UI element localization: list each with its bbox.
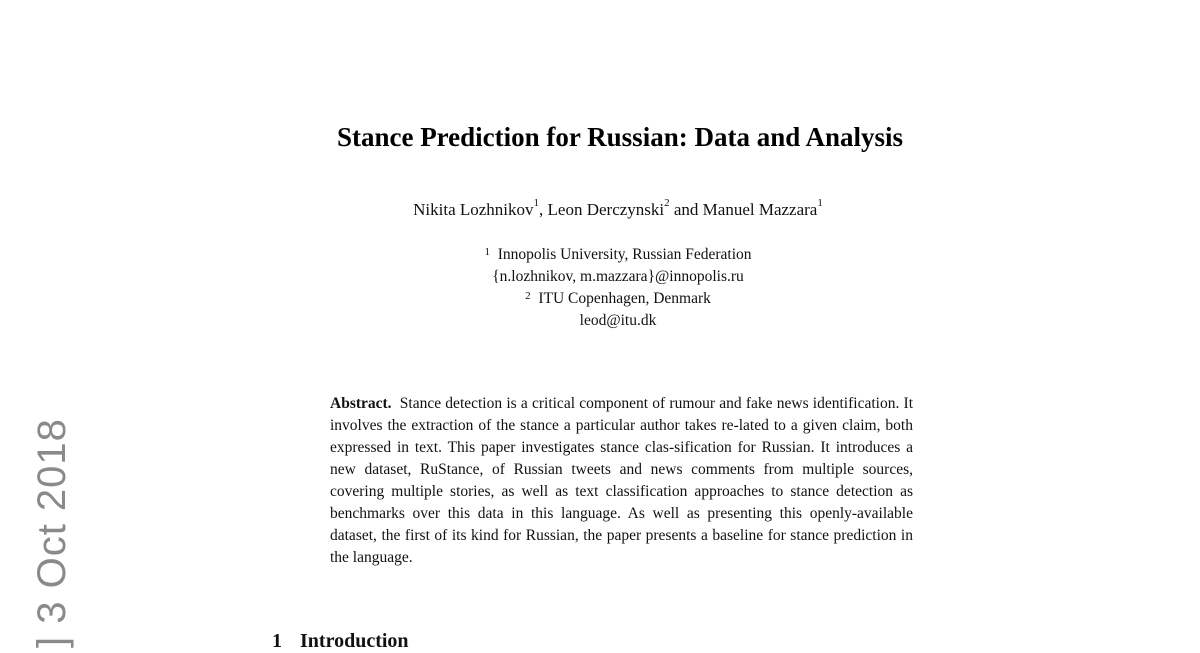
author-name: Leon Derczynski [547, 200, 665, 219]
affiliation-number: 1 [484, 246, 490, 258]
section-number: 1 [272, 630, 282, 652]
arxiv-side-stamp: ] 3 Oct 2018 [30, 418, 74, 648]
author-list [0, 197, 1200, 220]
affiliation-text: ITU Copenhagen, Denmark [538, 290, 711, 307]
affiliation-text: Innopolis University, Russian Federation [497, 246, 752, 263]
section-heading [272, 630, 409, 653]
paper-title: Stance Prediction for Russian: Data and Analysis [336, 122, 904, 152]
affiliation-line [0, 288, 1200, 310]
affiliation-email: leod@itu.dk [579, 312, 657, 329]
author-separator: , [539, 200, 548, 219]
section-title: Introduction [300, 630, 409, 652]
affiliations [0, 244, 1200, 332]
author-separator: and [669, 200, 703, 219]
affiliation-line [0, 244, 1200, 266]
author-name: Manuel Mazzara [702, 200, 818, 219]
author-name: Nikita Lozhnikov [413, 200, 534, 219]
author-affiliation-mark: 1 [533, 197, 540, 209]
author-affiliation-mark: 1 [817, 197, 823, 209]
affiliation-email: {n.lozhnikov, m.mazzara}@innopolis.ru [492, 268, 744, 285]
abstract-text: Stance detection is a critical component of rumour and fake news identification. It involves the extraction of the stance a particular author takes re-lated to a given claim, both expressed in text. This paper investigates stance clas-sification for Russian. It introduces a new dataset, RuStance, of Russian tweets and news comments from multiple sources, covering multiple stories, as well as text classification approaches to stance detection as benchmarks over this data in this language. As well as presenting this openly-available dataset, the first of its kind for Russian, the paper presents a baseline for stance prediction in the language. [330, 395, 914, 566]
abstract-label: Abstract. [330, 395, 392, 412]
abstract [330, 393, 913, 569]
author-affiliation-mark: 2 [664, 197, 670, 209]
affiliation-number: 2 [525, 290, 531, 302]
